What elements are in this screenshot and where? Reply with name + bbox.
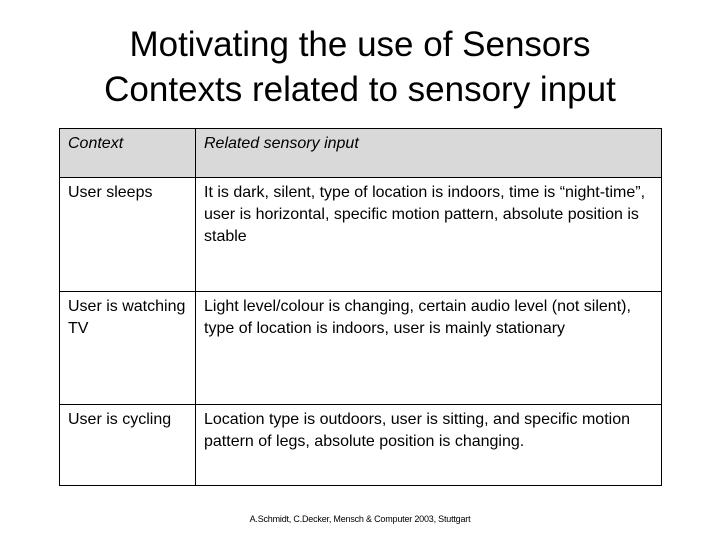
sensory-input-cell: Location type is outdoors, user is sitting, and specific motion pattern of legs, absolute position is changing. bbox=[196, 405, 662, 486]
footer-citation: A.Schmidt, C.Decker, Mensch & Computer 2003, Stuttgart bbox=[249, 514, 471, 524]
context-cell: User is watching TV bbox=[60, 292, 196, 405]
sensory-input-cell: It is dark, silent, type of location is indoors, time is “night-time”, user is horizontal, specific motion pattern, absolute position is stable bbox=[196, 178, 662, 292]
context-cell: User is cycling bbox=[60, 405, 196, 486]
slide-title bbox=[0, 22, 720, 112]
title-line-2: Contexts related to sensory input bbox=[104, 70, 616, 109]
title-line-1: Motivating the use of Sensors bbox=[129, 25, 591, 64]
header-context: Context bbox=[60, 129, 196, 178]
table-row bbox=[60, 292, 662, 405]
table-row bbox=[60, 405, 662, 486]
table-row bbox=[60, 178, 662, 292]
table-header-row bbox=[60, 129, 662, 178]
header-related-sensory-input: Related sensory input bbox=[196, 129, 662, 178]
context-table bbox=[59, 128, 662, 486]
sensory-input-cell: Light level/colour is changing, certain audio level (not silent), type of location is indoors, user is mainly stationary bbox=[196, 292, 662, 405]
context-cell: User sleeps bbox=[60, 178, 196, 292]
